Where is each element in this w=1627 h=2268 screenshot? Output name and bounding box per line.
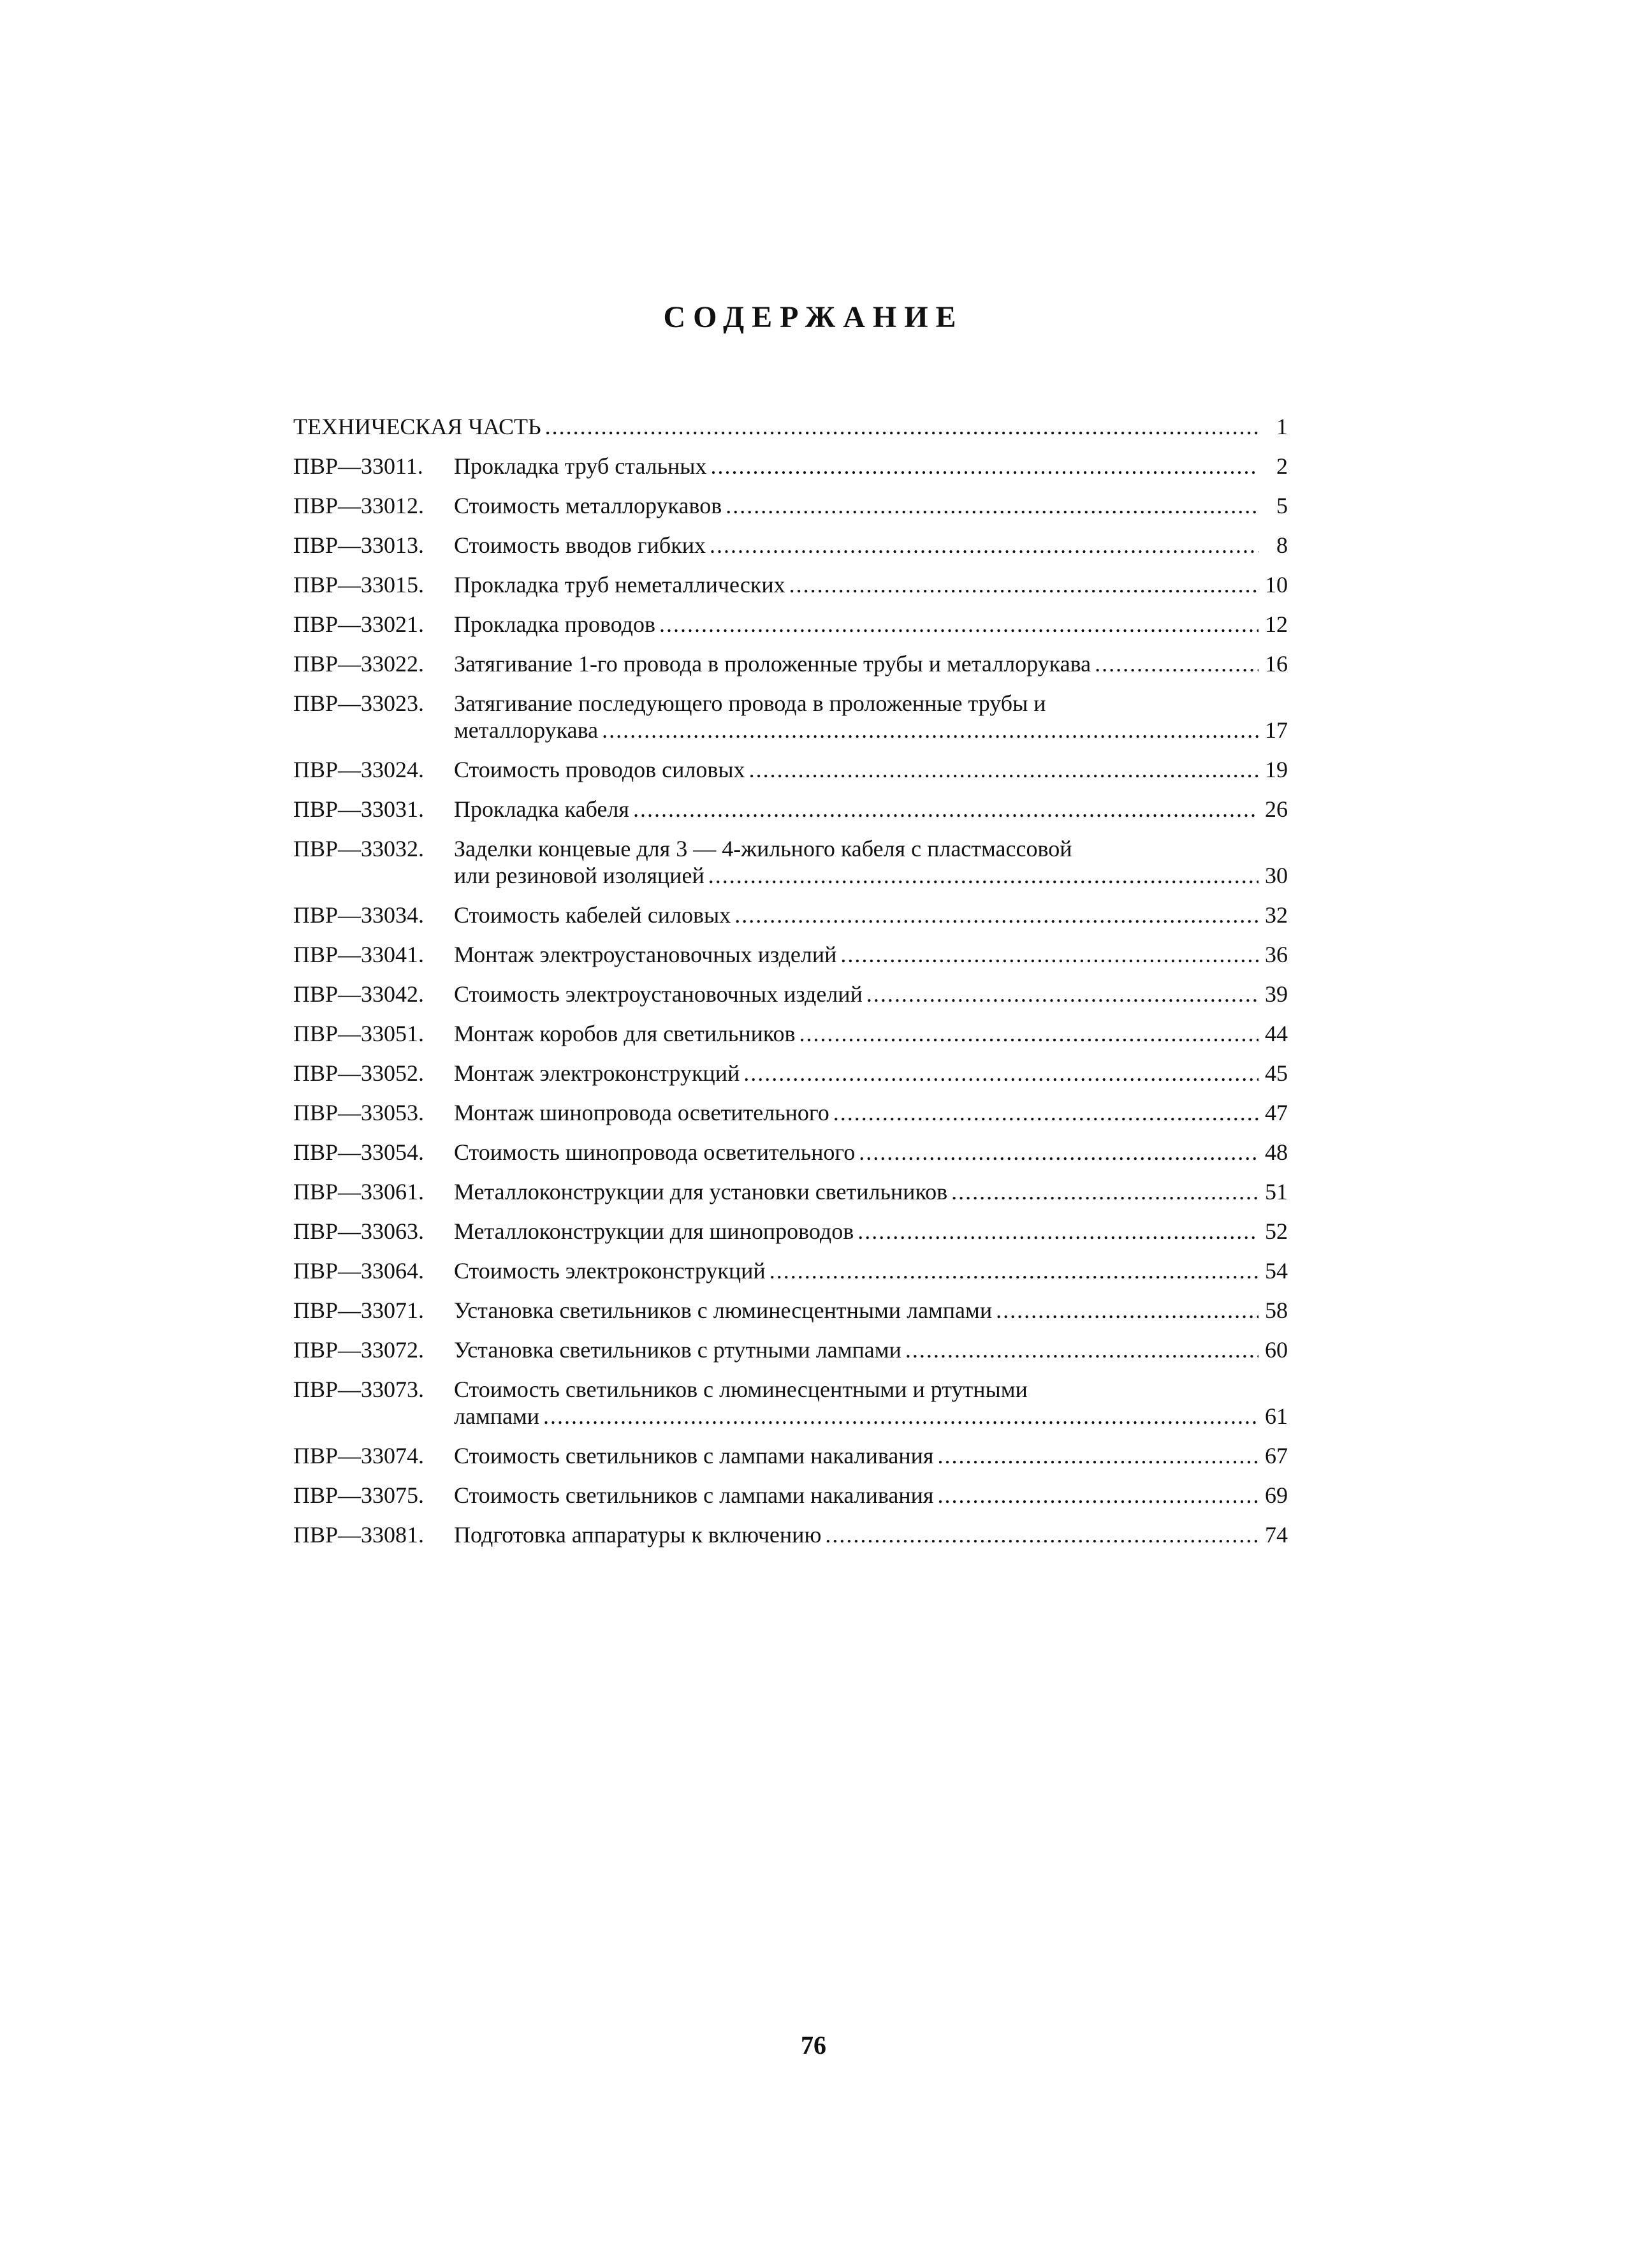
toc-entry-title: Стоимость светильников с лампами накаливания: [454, 1443, 934, 1468]
dot-leader: [789, 571, 1259, 598]
toc-entry: [293, 1336, 1288, 1363]
toc-entry-code: ПВР—33041.: [293, 942, 425, 967]
toc-entry-page: 12: [1265, 611, 1288, 637]
toc-entry: [293, 1376, 1288, 1430]
toc-entry: [293, 1482, 1288, 1509]
toc-entry-body: [454, 981, 1288, 1007]
toc-entry-title: металлорукава: [454, 717, 599, 743]
dot-leader: [937, 1442, 1259, 1469]
toc-entry-title: Монтаж электроконструкций: [454, 1060, 740, 1086]
toc-entry-page: 51: [1265, 1179, 1288, 1204]
toc-entry-code: ПВР—33052.: [293, 1060, 425, 1086]
dot-leader: [602, 717, 1259, 743]
toc-entry-body: [454, 492, 1288, 519]
toc-entry-title: Прокладка труб стальных: [454, 453, 707, 479]
toc-entry-line: [454, 941, 1288, 968]
dot-leader: [743, 1060, 1259, 1086]
toc-entry: [293, 941, 1288, 968]
dot-leader: [710, 532, 1259, 559]
toc-entry-page: 10: [1265, 572, 1288, 597]
toc-entry-line: [454, 1218, 1288, 1245]
toc-entry: [293, 413, 1288, 440]
toc-entry-title: или резиновой изоляцией: [454, 863, 704, 888]
toc-entry-line: [454, 1403, 1288, 1430]
toc-entry-title: Затягивание последующего провода в проложенные трубы и: [454, 691, 1046, 716]
toc-entry-code: ПВР—33024.: [293, 757, 425, 782]
toc-entry-page: 58: [1265, 1298, 1288, 1323]
dot-leader: [857, 1218, 1259, 1245]
toc-entry-page: 44: [1265, 1021, 1288, 1046]
toc-entry-line: [454, 756, 1288, 783]
toc-entry-title: Стоимость электроустановочных изделий: [454, 981, 863, 1007]
toc-entry: [293, 756, 1288, 783]
dot-leader: [866, 981, 1259, 1007]
dot-leader: [633, 796, 1259, 823]
toc-entry-body: [454, 1297, 1288, 1324]
toc-entry-title: Стоимость вводов гибких: [454, 532, 706, 558]
toc-entry-body: [454, 1020, 1288, 1047]
toc-entry-code: ПВР—33053.: [293, 1100, 425, 1125]
toc-entry-line: [454, 1336, 1288, 1363]
toc-entry-code: ПВР—33015.: [293, 572, 425, 597]
toc-entry: [293, 1442, 1288, 1469]
toc-entry-page: 2: [1276, 453, 1288, 479]
toc-entry-body: [454, 1060, 1288, 1086]
toc-entry-code: ПВР—33071.: [293, 1298, 425, 1323]
toc-entry-page: 19: [1265, 757, 1288, 782]
toc-entry-title: Заделки концевые для 3 — 4-жильного кабеля с пластмассовой: [454, 836, 1072, 861]
toc-entry-code: ПВР—33054.: [293, 1139, 425, 1165]
toc-entry-page: 1: [1276, 414, 1288, 439]
dot-leader: [937, 1482, 1259, 1509]
toc-entry-code: ПВР—33032.: [293, 836, 425, 861]
toc-entry-line: [454, 650, 1288, 677]
toc-entry-body: [454, 611, 1288, 638]
toc-entry: [293, 981, 1288, 1007]
toc-entry-line: [454, 1020, 1288, 1047]
toc-entry-line: [454, 1257, 1288, 1284]
dot-leader: [859, 1139, 1259, 1166]
toc-entry-code: ПВР—33072.: [293, 1337, 425, 1363]
toc-entry-title: лампами: [454, 1403, 540, 1429]
dot-leader: [905, 1336, 1259, 1363]
toc-entry-title: Стоимость кабелей силовых: [454, 902, 731, 928]
dot-leader: [799, 1020, 1259, 1047]
dot-leader: [545, 413, 1259, 440]
toc-entry-body: [454, 835, 1288, 889]
toc-entry-page: 26: [1265, 796, 1288, 822]
toc-entry-line: [454, 1442, 1288, 1469]
toc-entry-page: 48: [1265, 1139, 1288, 1165]
toc-entry-page: 5: [1276, 493, 1288, 518]
toc-entry-body: [454, 1376, 1288, 1430]
toc-entry-line: [454, 1060, 1288, 1086]
dot-leader: [726, 492, 1259, 519]
toc-entry-title: Стоимость проводов силовых: [454, 757, 745, 782]
toc-entry-body: [454, 1139, 1288, 1166]
toc-entry-page: 30: [1265, 863, 1288, 888]
toc-entry-page: 17: [1265, 717, 1288, 743]
toc-entry-line: [454, 611, 1288, 638]
toc-entry-code: ТЕХНИЧЕСКАЯ ЧАСТЬ: [293, 414, 541, 439]
toc-entry-line: [454, 1099, 1288, 1126]
toc-entry-line: [454, 1376, 1288, 1403]
toc-entry-page: 8: [1276, 532, 1288, 558]
toc-entry: [293, 1297, 1288, 1324]
dot-leader: [1095, 650, 1259, 677]
dot-leader: [734, 902, 1259, 928]
dot-leader: [951, 1178, 1259, 1205]
toc-entry: [293, 571, 1288, 598]
toc-entry: [293, 611, 1288, 638]
dot-leader: [711, 453, 1259, 479]
toc-entry: [293, 1218, 1288, 1245]
dot-leader: [840, 941, 1259, 968]
toc-entry-line: [454, 1521, 1288, 1548]
toc-entry: [293, 690, 1288, 743]
toc-entry-body: [454, 1442, 1288, 1469]
toc-entry-page: 61: [1265, 1403, 1288, 1429]
toc-entry-line: [454, 862, 1288, 889]
toc-entry-code: ПВР—33012.: [293, 493, 425, 518]
toc-entry-title: Установка светильников с люминесцентными лампами: [454, 1298, 993, 1323]
dot-leader: [659, 611, 1259, 638]
toc-entry: [293, 453, 1288, 479]
toc-entry-line: [454, 902, 1288, 928]
toc-entry: [293, 1060, 1288, 1086]
toc-entry-page: 32: [1265, 902, 1288, 928]
toc-entry-page: 16: [1265, 651, 1288, 677]
toc-entry-code: ПВР—33064.: [293, 1258, 425, 1284]
toc-entry-line: [454, 532, 1288, 559]
dot-leader: [543, 1403, 1259, 1430]
toc-entry-code: ПВР—33075.: [293, 1482, 425, 1508]
toc-entry-code: ПВР—33013.: [293, 532, 425, 558]
toc-entry-title: Установка светильников с ртутными лампами: [454, 1337, 901, 1363]
toc-entry-code: ПВР—33042.: [293, 981, 425, 1007]
toc-entry-body: [454, 650, 1288, 677]
toc-entry-page: 69: [1265, 1482, 1288, 1508]
toc-entry-line: [454, 1178, 1288, 1205]
toc-entry-title: Затягивание 1-го провода в проложенные трубы и металлорукава: [454, 651, 1091, 677]
toc-entry-code: ПВР—33022.: [293, 651, 425, 677]
toc-entry-line: [454, 492, 1288, 519]
toc-entry-body: [454, 1521, 1288, 1548]
toc-entry-line: [454, 981, 1288, 1007]
toc-entry-line: [454, 717, 1288, 743]
toc-entry-line: [454, 453, 1288, 479]
toc-entry: [293, 1099, 1288, 1126]
table-of-contents: [293, 413, 1288, 1561]
dot-leader: [996, 1297, 1259, 1324]
toc-entry-body: [454, 453, 1288, 479]
toc-entry-line: [454, 1482, 1288, 1509]
toc-entry-page: 52: [1265, 1218, 1288, 1244]
toc-entry-body: [541, 413, 1288, 440]
dot-leader: [825, 1521, 1259, 1548]
toc-entry-body: [454, 796, 1288, 823]
toc-entry-body: [454, 1482, 1288, 1509]
dot-leader: [770, 1257, 1259, 1284]
toc-entry-body: [454, 1178, 1288, 1205]
toc-entry: [293, 796, 1288, 823]
toc-entry-title: Подготовка аппаратуры к включению: [454, 1522, 822, 1547]
toc-entry-page: 39: [1265, 981, 1288, 1007]
toc-entry: [293, 1178, 1288, 1205]
toc-entry-title: Прокладка труб неметаллических: [454, 572, 785, 597]
toc-entry-body: [454, 1099, 1288, 1126]
toc-entry-code: ПВР—33021.: [293, 611, 425, 637]
toc-entry-body: [454, 532, 1288, 559]
toc-entry-title: Стоимость электроконструкций: [454, 1258, 766, 1284]
toc-entry-title: Стоимость металлорукавов: [454, 493, 722, 518]
toc-entry: [293, 1521, 1288, 1548]
dot-leader: [833, 1099, 1259, 1126]
toc-entry: [293, 532, 1288, 559]
toc-entry-code: ПВР—33074.: [293, 1443, 425, 1468]
toc-entry-body: [454, 941, 1288, 968]
toc-entry-body: [454, 571, 1288, 598]
toc-entry-body: [454, 902, 1288, 928]
toc-entry-code: ПВР—33063.: [293, 1218, 425, 1244]
toc-entry-title: Металлоконструкции для установки светильников: [454, 1179, 948, 1204]
dot-leader: [708, 862, 1259, 889]
toc-entry-body: [454, 1218, 1288, 1245]
toc-entry-page: 67: [1265, 1443, 1288, 1468]
toc-entry-title: Стоимость светильников с лампами накаливания: [454, 1482, 934, 1508]
toc-entry-page: 74: [1265, 1522, 1288, 1547]
toc-entry-line: [541, 413, 1288, 440]
toc-entry-code: ПВР—33051.: [293, 1021, 425, 1046]
dot-leader: [749, 756, 1259, 783]
toc-entry: [293, 492, 1288, 519]
page-title: СОДЕРЖАНИЕ: [663, 300, 964, 334]
toc-entry: [293, 650, 1288, 677]
toc-entry-page: 54: [1265, 1258, 1288, 1284]
toc-entry-body: [454, 1257, 1288, 1284]
toc-entry-title: Металлоконструкции для шинопроводов: [454, 1218, 854, 1244]
toc-entry-line: [454, 1297, 1288, 1324]
toc-entry-code: ПВР—33031.: [293, 796, 425, 822]
toc-entry-line: [454, 835, 1288, 862]
toc-entry-title: Монтаж шинопровода осветительного: [454, 1100, 829, 1125]
toc-entry-line: [454, 796, 1288, 823]
toc-entry-code: ПВР—33073.: [293, 1377, 425, 1402]
toc-entry-title: Стоимость шинопровода осветительного: [454, 1139, 856, 1165]
toc-entry-body: [454, 690, 1288, 743]
toc-entry-code: ПВР—33081.: [293, 1522, 425, 1547]
toc-entry-page: 36: [1265, 942, 1288, 967]
toc-entry-page: 60: [1265, 1337, 1288, 1363]
toc-entry: [293, 1020, 1288, 1047]
toc-entry-body: [454, 756, 1288, 783]
toc-entry-body: [454, 1336, 1288, 1363]
toc-entry-page: 47: [1265, 1100, 1288, 1125]
toc-entry-title: Прокладка проводов: [454, 611, 655, 637]
toc-entry-title: Монтаж электроустановочных изделий: [454, 942, 837, 967]
toc-entry: [293, 835, 1288, 889]
toc-entry-line: [454, 690, 1288, 717]
toc-entry: [293, 902, 1288, 928]
toc-entry-code: ПВР—33034.: [293, 902, 425, 928]
toc-entry-title: Монтаж коробов для светильников: [454, 1021, 796, 1046]
toc-entry-title: Прокладка кабеля: [454, 796, 629, 822]
toc-entry: [293, 1139, 1288, 1166]
toc-entry-code: ПВР—33011.: [293, 453, 423, 479]
toc-entry-code: ПВР—33023.: [293, 691, 425, 716]
toc-entry-line: [454, 1139, 1288, 1166]
toc-entry-title: Стоимость светильников с люминесцентными и ртутными: [454, 1377, 1028, 1402]
toc-entry-code: ПВР—33061.: [293, 1179, 425, 1204]
page-number: 76: [801, 2031, 826, 2059]
toc-entry-line: [454, 571, 1288, 598]
toc-entry-page: 45: [1265, 1060, 1288, 1086]
toc-entry: [293, 1257, 1288, 1284]
